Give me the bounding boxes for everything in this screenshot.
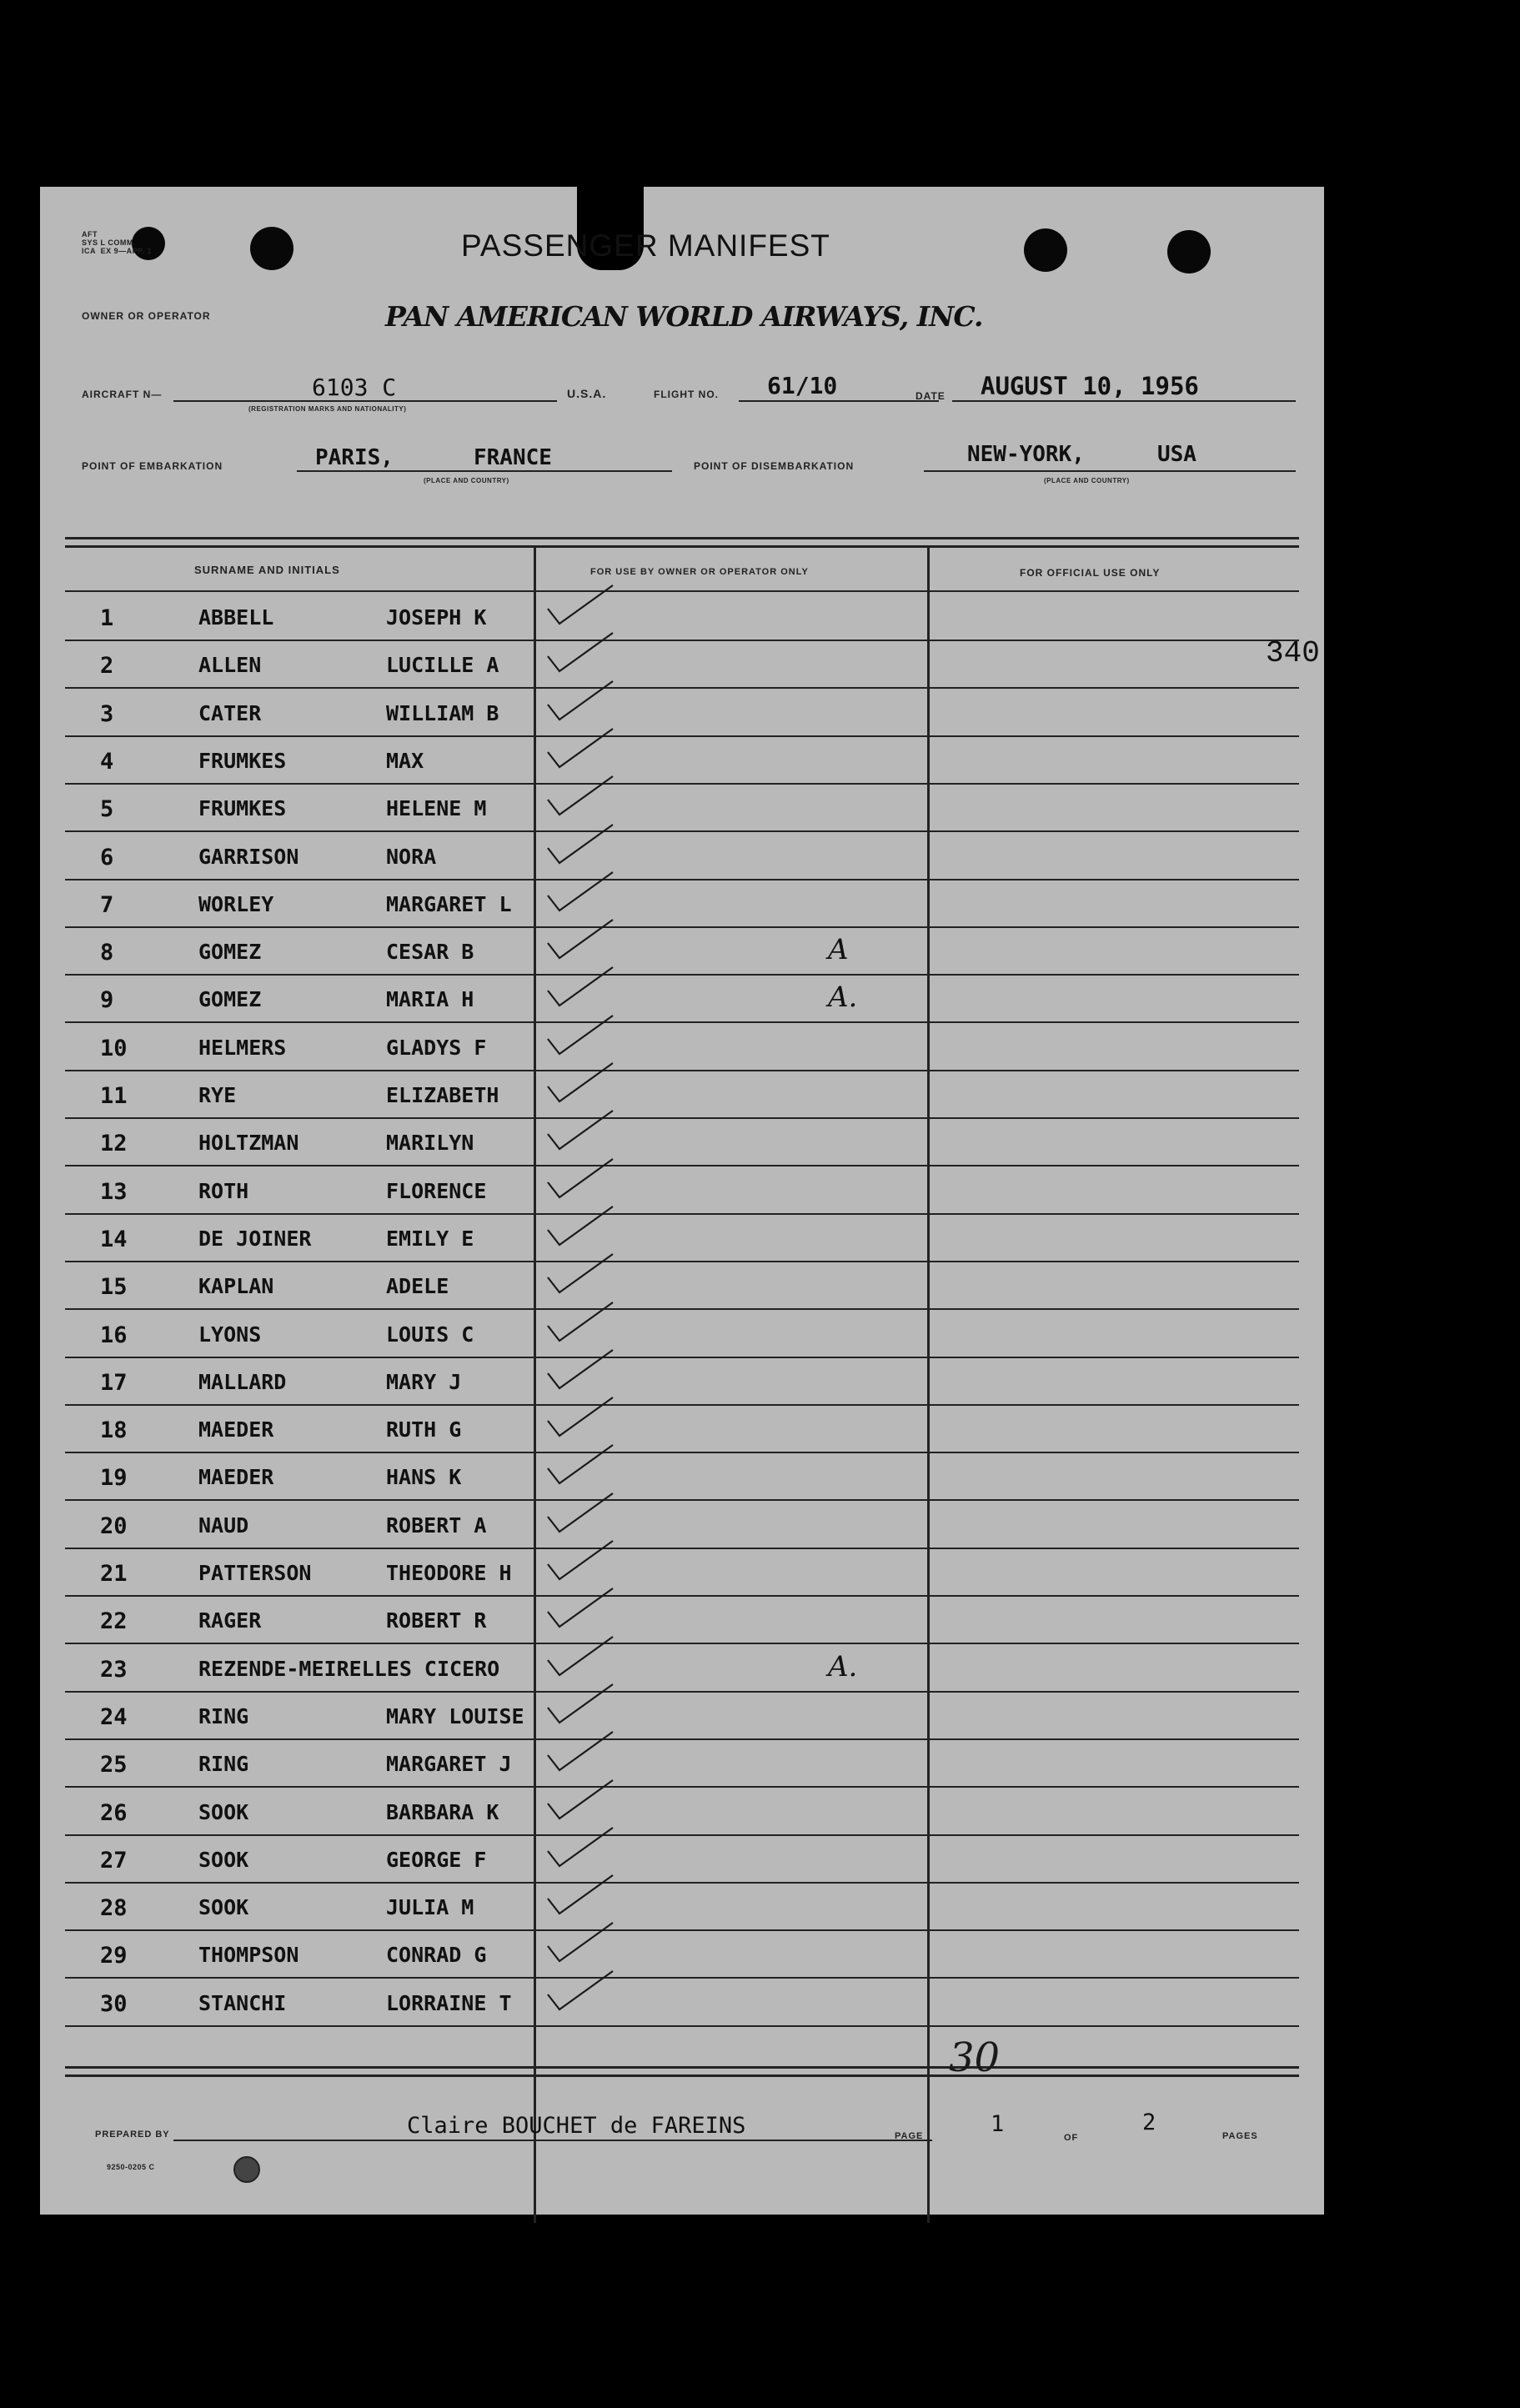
checkmark-icon — [544, 1536, 620, 1586]
surname: CATER — [198, 700, 262, 725]
row-number: 14 — [100, 1226, 128, 1252]
given-name: THEODORE H — [386, 1561, 512, 1585]
passenger-row — [65, 594, 1299, 641]
surname: SOOK — [198, 1847, 249, 1872]
given-name: GEORGE F — [386, 1847, 487, 1872]
of-label: OF — [1064, 2133, 1079, 2143]
checkmark-icon — [544, 1392, 620, 1442]
given-name: HELENE M — [386, 796, 487, 821]
surname: SOOK — [198, 1895, 249, 1920]
surname: REZENDE-MEIRELLES CICERO — [198, 1656, 500, 1681]
row-number: 20 — [100, 1513, 128, 1539]
row-number: 6 — [100, 844, 114, 870]
surname: HELMERS — [198, 1035, 287, 1060]
row-number: 26 — [100, 1799, 128, 1826]
row-number: 5 — [100, 796, 114, 823]
checkmark-icon — [544, 1966, 620, 2016]
row-number: 17 — [100, 1369, 128, 1396]
passenger-row — [65, 928, 1299, 976]
official-note: 340 — [1266, 636, 1320, 671]
checkmark-icon — [544, 628, 620, 678]
checkmark-icon — [544, 1823, 620, 1873]
checkmark-icon — [544, 1679, 620, 1729]
passenger-row — [65, 1549, 1299, 1597]
row-rule — [65, 2025, 1299, 2027]
page-value: 1 — [991, 2111, 1005, 2137]
surname: FRUMKES — [198, 796, 287, 821]
aircraft-caption: (REGISTRATION MARKS AND NATIONALITY) — [248, 405, 407, 413]
given-name: MAX — [386, 748, 424, 773]
passenger-row — [65, 1693, 1299, 1740]
row-number: 25 — [100, 1752, 128, 1778]
given-name: MARIA H — [386, 987, 474, 1012]
flight-label: FLIGHT NO. — [654, 389, 719, 400]
disembark-city: NEW-YORK, — [967, 442, 1085, 467]
surname: RAGER — [198, 1608, 262, 1633]
flight-value: 61/10 — [767, 372, 838, 399]
given-name: RUTH G — [386, 1417, 462, 1442]
embark-city: PARIS, — [315, 445, 394, 470]
row-number: 27 — [100, 1847, 128, 1874]
row-number: 19 — [100, 1465, 128, 1492]
surname: HOLTZMAN — [198, 1131, 299, 1156]
date-value: AUGUST 10, 1956 — [981, 372, 1199, 400]
row-number: 9 — [100, 987, 114, 1014]
pages-label: PAGES — [1222, 2131, 1258, 2141]
passenger-row — [65, 1884, 1299, 1931]
passenger-row — [65, 1311, 1299, 1358]
checkmark-icon — [544, 771, 620, 821]
usa-label: U.S.A. — [567, 387, 607, 400]
passenger-row — [65, 1931, 1299, 1979]
row-number: 3 — [100, 700, 114, 727]
checkmark-icon — [544, 1201, 620, 1252]
given-name: ROBERT R — [386, 1608, 487, 1633]
passenger-row — [65, 1119, 1299, 1166]
corner-text: AFT SYS L COMM. ICA EX 9—APP. 1 — [82, 230, 153, 255]
total-handwritten: 30 — [949, 2034, 1001, 2081]
passenger-row — [65, 1215, 1299, 1262]
surname: STANCHI — [198, 1990, 287, 2015]
page-label: PAGE — [895, 2131, 924, 2141]
surname: THOMPSON — [198, 1943, 299, 1968]
checkmark-icon — [544, 915, 620, 965]
row-number: 13 — [100, 1178, 128, 1205]
punch-hole — [1024, 228, 1067, 272]
surname: GOMEZ — [198, 987, 262, 1012]
row-number: 7 — [100, 891, 114, 918]
row-number: 11 — [100, 1083, 128, 1109]
operator-mark: A. — [828, 981, 858, 1015]
given-name: WILLIAM B — [386, 700, 499, 725]
manifest-sheet — [40, 187, 1324, 2215]
surname: GARRISON — [198, 844, 299, 869]
row-number: 23 — [100, 1656, 128, 1683]
column-header-surname: SURNAME AND INITIALS — [194, 564, 340, 576]
row-number: 10 — [100, 1035, 128, 1061]
given-name: LUCILLE A — [386, 653, 499, 678]
given-name: ROBERT A — [386, 1513, 487, 1538]
prepared-label: PREPARED BY — [95, 2130, 170, 2140]
surname: MALLARD — [198, 1369, 287, 1394]
given-name: MARGARET L — [386, 891, 512, 916]
surname: KAPLAN — [198, 1274, 274, 1299]
operator-mark: A. — [828, 1649, 858, 1683]
given-name: EMILY E — [386, 1226, 474, 1251]
checkmark-icon — [544, 1249, 620, 1299]
checkmark-icon — [544, 580, 620, 630]
union-label-icon — [233, 2156, 260, 2183]
passenger-row — [65, 1262, 1299, 1310]
passenger-row — [65, 1071, 1299, 1119]
embark-caption: (PLACE AND COUNTRY) — [424, 477, 509, 484]
surname: GOMEZ — [198, 940, 262, 965]
given-name: NORA — [386, 844, 437, 869]
passenger-row — [65, 880, 1299, 928]
surname: RING — [198, 1703, 249, 1728]
checkmark-icon — [544, 1440, 620, 1490]
passenger-row — [65, 1024, 1299, 1071]
given-name: CONRAD G — [386, 1943, 487, 1968]
checkmark-icon — [544, 1154, 620, 1204]
passenger-row — [65, 1645, 1299, 1693]
passenger-row — [65, 1597, 1299, 1644]
checkmark-icon — [544, 1775, 620, 1825]
row-number: 12 — [100, 1131, 128, 1157]
passenger-row — [65, 1167, 1299, 1215]
passenger-row — [65, 1740, 1299, 1788]
row-number: 4 — [100, 748, 114, 775]
given-name: JULIA M — [386, 1895, 474, 1920]
checkmark-icon — [544, 820, 620, 870]
surname: WORLEY — [198, 891, 274, 916]
given-name: JOSEPH K — [386, 605, 487, 630]
row-number: 8 — [100, 940, 114, 966]
passenger-row — [65, 1836, 1299, 1884]
aircraft-value: 6103 C — [312, 374, 397, 401]
checkmark-icon — [544, 962, 620, 1012]
punch-hole — [250, 227, 293, 270]
row-number: 29 — [100, 1943, 128, 1969]
owner-label: OWNER OR OPERATOR — [82, 310, 211, 322]
passenger-row — [65, 690, 1299, 737]
checkmark-icon — [544, 1632, 620, 1682]
checkmark-icon — [544, 1870, 620, 1920]
row-number: 30 — [100, 1990, 128, 2017]
embark-label: POINT OF EMBARKATION — [82, 460, 223, 472]
checkmark-icon — [544, 1297, 620, 1347]
checkmark-icon — [544, 1058, 620, 1108]
surname: ROTH — [198, 1178, 249, 1203]
row-number: 22 — [100, 1608, 128, 1635]
passenger-row — [65, 636, 1320, 689]
aircraft-label: AIRCRAFT N— — [82, 389, 163, 400]
passenger-row — [65, 1502, 1299, 1549]
passenger-row — [65, 1406, 1299, 1453]
passenger-row — [65, 1788, 1299, 1836]
checkmark-icon — [544, 1583, 620, 1633]
checkmark-icon — [544, 1106, 620, 1156]
passenger-row — [65, 1358, 1299, 1406]
surname: LYONS — [198, 1322, 262, 1347]
surname: ABBELL — [198, 605, 274, 630]
surname: MAEDER — [198, 1417, 274, 1442]
surname: RYE — [198, 1083, 237, 1107]
row-number: 2 — [100, 653, 114, 680]
surname: FRUMKES — [198, 748, 287, 773]
given-name: FLORENCE — [386, 1178, 487, 1203]
surname: SOOK — [198, 1799, 249, 1824]
given-name: HANS K — [386, 1465, 462, 1490]
row-number: 28 — [100, 1895, 128, 1922]
disembark-country: USA — [1157, 442, 1196, 467]
checkmark-icon — [544, 676, 620, 726]
passenger-row — [65, 833, 1299, 880]
passenger-row — [65, 1453, 1299, 1501]
passenger-row — [65, 1979, 1299, 2027]
checkmark-icon — [544, 1345, 620, 1395]
checkmark-icon — [544, 1488, 620, 1538]
date-label: DATE — [916, 390, 946, 402]
passenger-row — [65, 976, 1299, 1023]
given-name: MARILYN — [386, 1131, 474, 1156]
surname: RING — [198, 1752, 249, 1777]
given-name: ELIZABETH — [386, 1083, 499, 1107]
embark-country: FRANCE — [474, 445, 552, 470]
checkmark-icon — [544, 1918, 620, 1968]
given-name: GLADYS F — [386, 1035, 487, 1060]
column-header-official: FOR OFFICIAL USE ONLY — [1020, 567, 1161, 579]
form-title: PASSENGER MANIFEST — [461, 228, 830, 263]
given-name: LORRAINE T — [386, 1990, 512, 2015]
given-name: LOUIS C — [386, 1322, 474, 1347]
disembark-caption: (PLACE AND COUNTRY) — [1044, 477, 1130, 484]
pages-value: 2 — [1142, 2110, 1156, 2135]
checkmark-icon — [544, 724, 620, 774]
punch-hole — [1167, 230, 1211, 273]
given-name: MARY LOUISE — [386, 1703, 524, 1728]
given-name: ADELE — [386, 1274, 449, 1299]
surname: MAEDER — [198, 1465, 274, 1490]
checkmark-icon — [544, 1727, 620, 1777]
row-number: 1 — [100, 605, 114, 631]
row-number: 16 — [100, 1322, 128, 1348]
passenger-row — [65, 785, 1299, 832]
given-name: MARGARET J — [386, 1752, 512, 1777]
prepared-value: Claire BOUCHET de FAREINS — [407, 2113, 746, 2139]
given-name: BARBARA K — [386, 1799, 499, 1824]
given-name: MARY J — [386, 1369, 462, 1394]
surname: ALLEN — [198, 653, 262, 678]
row-number: 15 — [100, 1274, 128, 1301]
form-code: 9250-0205 C — [107, 2163, 155, 2171]
surname: NAUD — [198, 1513, 249, 1538]
checkmark-icon — [544, 1011, 620, 1061]
row-number: 18 — [100, 1417, 128, 1444]
disembark-label: POINT OF DISEMBARKATION — [694, 460, 855, 472]
surname: PATTERSON — [198, 1561, 312, 1585]
column-header-operator: FOR USE BY OWNER OR OPERATOR ONLY — [590, 567, 809, 577]
passenger-row — [65, 737, 1299, 785]
owner-value: PAN AMERICAN WORLD AIRWAYS, INC. — [385, 300, 983, 333]
checkmark-icon — [544, 867, 620, 917]
row-number: 24 — [100, 1703, 128, 1730]
row-number: 21 — [100, 1561, 128, 1587]
given-name: CESAR B — [386, 940, 474, 965]
operator-mark: A — [828, 933, 849, 967]
surname: DE JOINER — [198, 1226, 312, 1251]
